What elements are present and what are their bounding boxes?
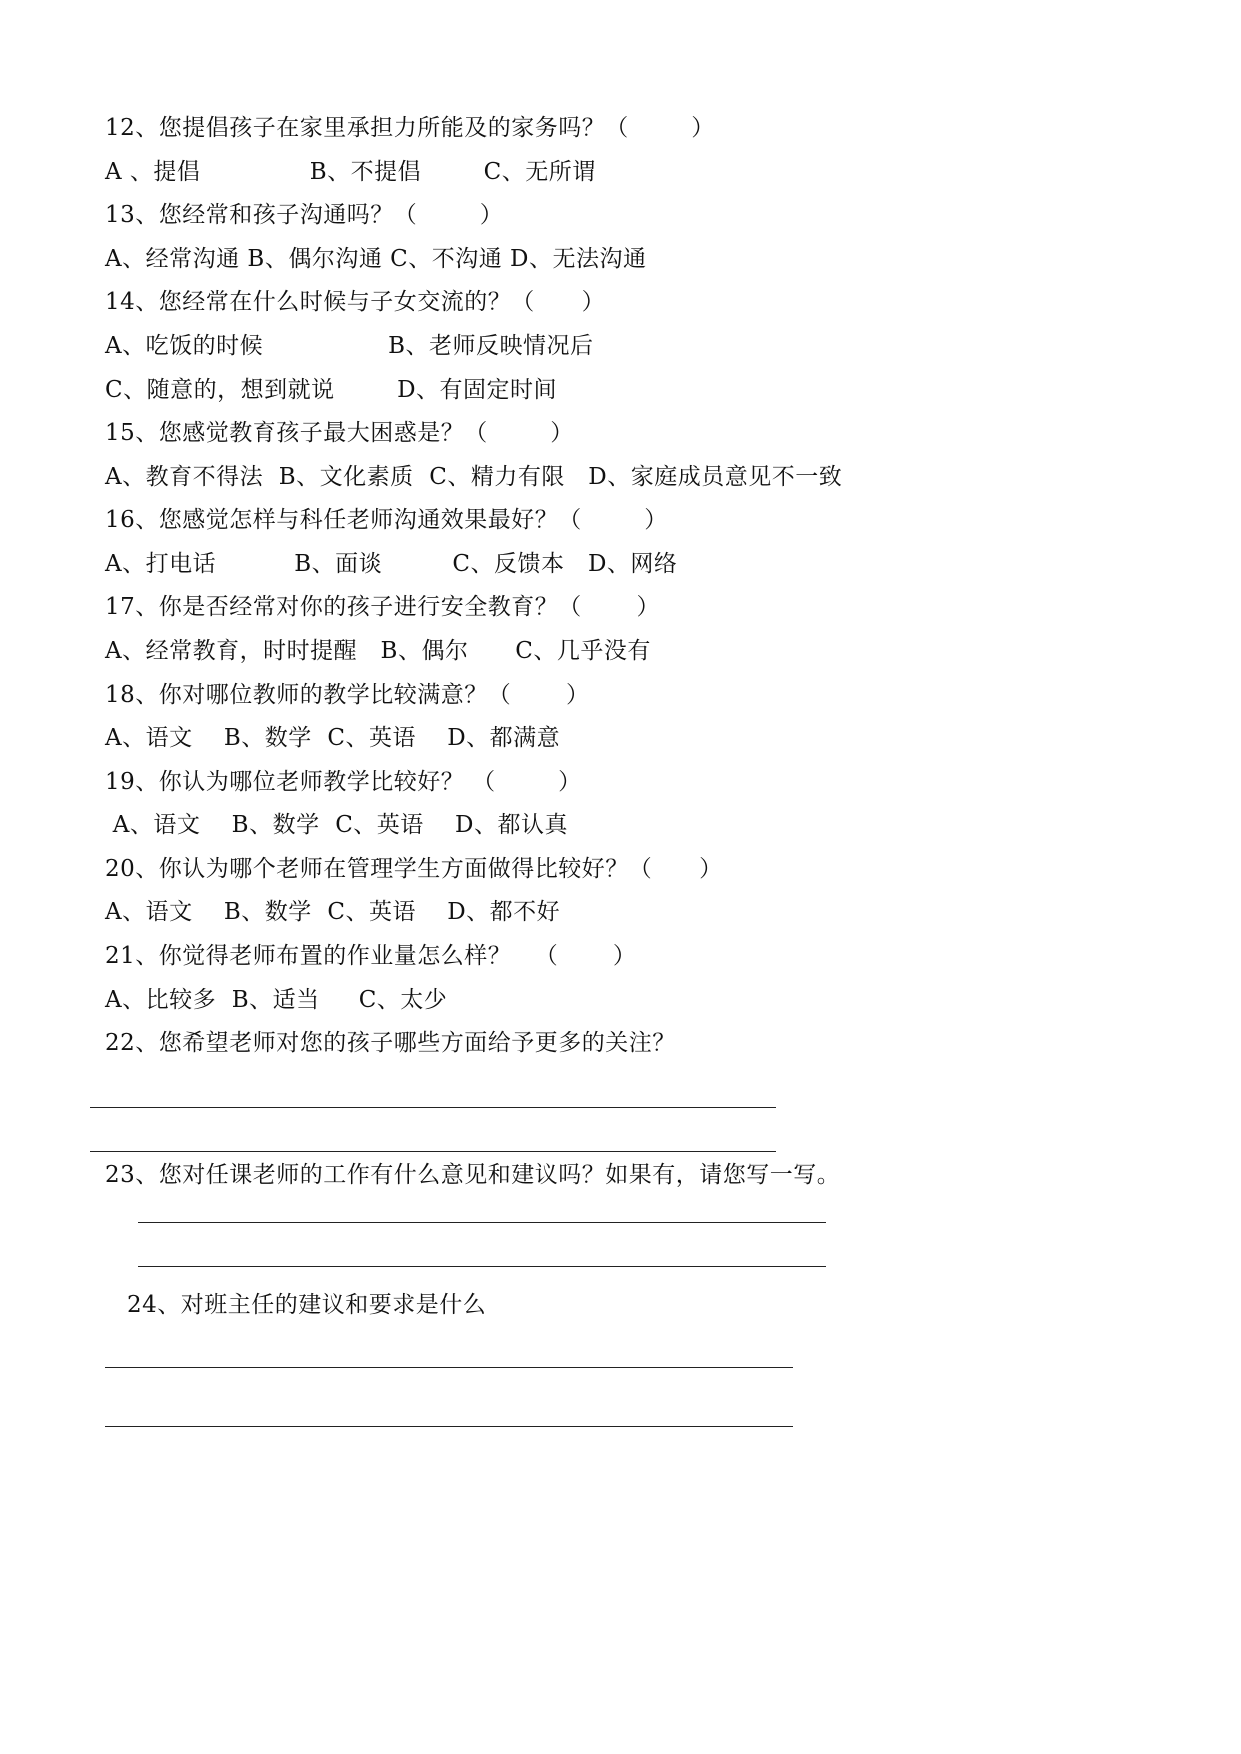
answer-line-24b[interactable] <box>105 1426 793 1427</box>
answer-line-22b[interactable] <box>90 1151 776 1152</box>
answer-line-22a[interactable] <box>90 1107 776 1108</box>
options-12: A 、提倡 B、不提倡 C、无所谓 <box>105 159 596 185</box>
question-14: 14、您经常在什么时候与子女交流的？（ ） <box>105 289 606 315</box>
question-19: 19、你认为哪位老师教学比较好？ （ ） <box>105 769 582 795</box>
question-13: 13、您经常和孩子沟通吗？（ ） <box>105 202 504 228</box>
question-20: 20、你认为哪个老师在管理学生方面做得比较好？（ ） <box>105 856 723 882</box>
question-17: 17、你是否经常对你的孩子进行安全教育？（ ） <box>105 594 660 620</box>
question-22: 22、您希望老师对您的孩子哪些方面给予更多的关注？ <box>105 1030 676 1056</box>
answer-line-23b[interactable] <box>138 1266 826 1267</box>
options-19: A、语文 B、数学 C、英语 D、都认真 <box>105 812 568 838</box>
options-14-row-1: A、吃饭的时候 B、老师反映情况后 <box>105 333 594 359</box>
question-15: 15、您感觉教育孩子最大困惑是？（ ） <box>105 420 574 446</box>
question-12: 12、您提倡孩子在家里承担力所能及的家务吗？（ ） <box>105 115 715 141</box>
question-23: 23、您对任课老师的工作有什么意见和建议吗？如果有，请您写一写。 <box>105 1162 841 1188</box>
answer-line-23a[interactable] <box>138 1222 826 1223</box>
options-20: A、语文 B、数学 C、英语 D、都不好 <box>105 899 561 925</box>
question-16: 16、您感觉怎样与科任老师沟通效果最好？（ ） <box>105 507 668 533</box>
question-24: 24、对班主任的建议和要求是什么 <box>127 1292 487 1318</box>
options-14-row-2: C、随意的，想到就说 D、有固定时间 <box>105 377 558 403</box>
answer-line-24a[interactable] <box>105 1367 793 1368</box>
options-15: A、教育不得法 B、文化素质 C、精力有限 D、家庭成员意见不一致 <box>105 464 843 490</box>
options-21: A、比较多 B、适当 C、太少 <box>105 987 448 1013</box>
options-17: A、经常教育，时时提醒 B、偶尔 C、几乎没有 <box>105 638 651 664</box>
question-21: 21、你觉得老师布置的作业量怎么样？ （ ） <box>105 943 637 969</box>
options-18: A、语文 B、数学 C、英语 D、都满意 <box>105 725 561 751</box>
question-18: 18、你对哪位教师的教学比较满意？（ ） <box>105 682 590 708</box>
options-13: A、经常沟通 B、偶尔沟通 C、不沟通 D、无法沟通 <box>105 246 647 272</box>
options-16: A、打电话 B、面谈 C、反馈本 D、网络 <box>105 551 678 577</box>
